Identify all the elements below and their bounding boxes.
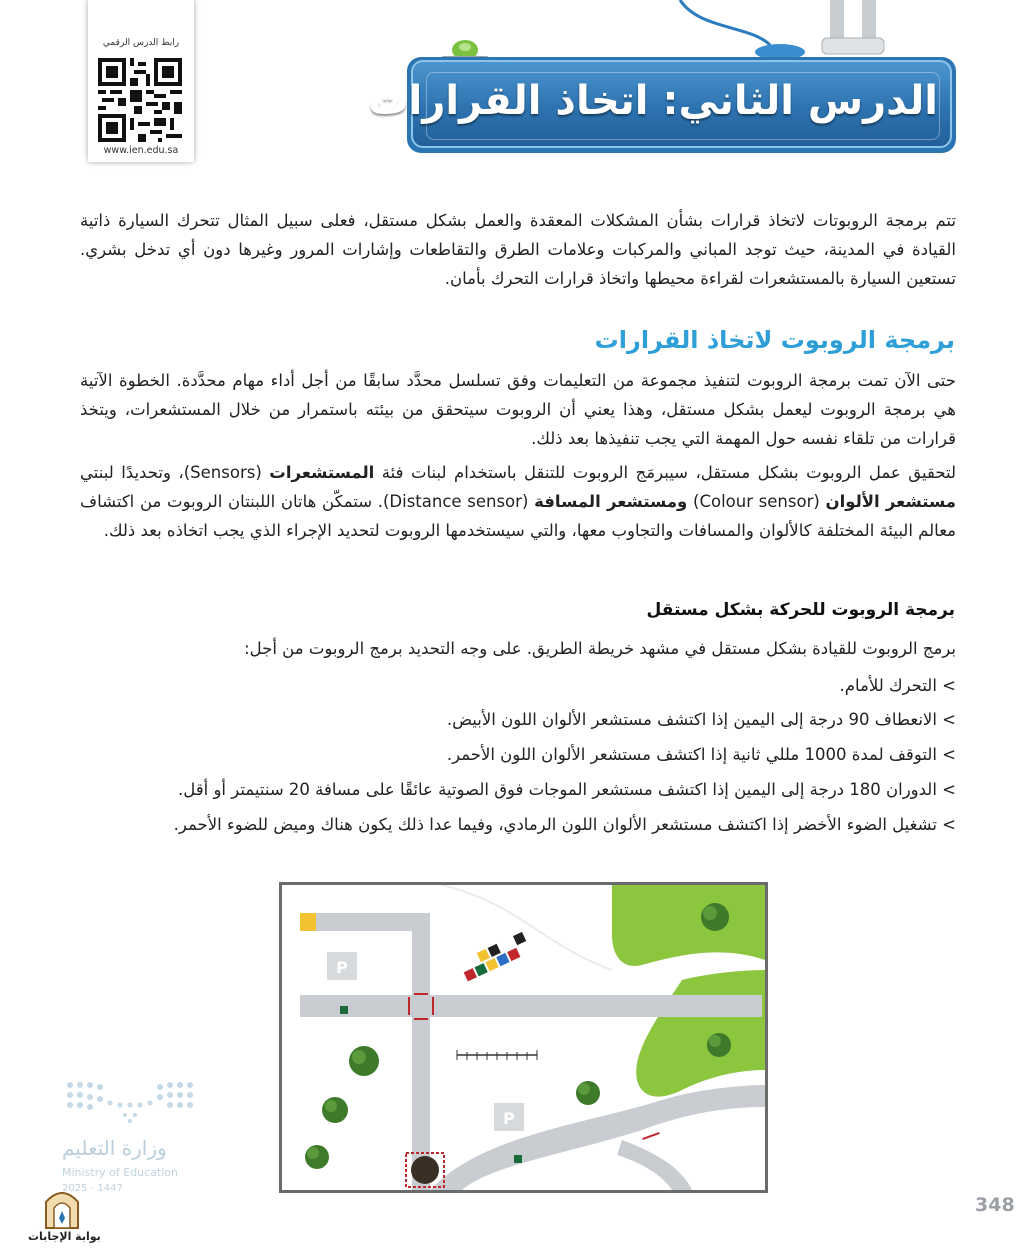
tree-icon (701, 903, 729, 931)
road-map-svg (282, 885, 765, 1190)
robot-icon (411, 1156, 439, 1184)
road (300, 913, 430, 931)
stop-line (414, 1018, 428, 1020)
parking-sign: P (503, 1109, 515, 1128)
list-item: > الدوران 180 درجة إلى اليمين إذا اكتشف مستشعر الموجات فوق الصوتية عائقًا على مسافة 20 سنتيمتر أو أقل. (178, 780, 956, 799)
parking-marker (340, 1006, 348, 1014)
stop-line (414, 993, 428, 995)
section-paragraph-1: حتى الآن تمت برمجة الروبوت لتنفيذ مجموعة من التعليمات وفق تسلسل محدَّد سابقًا من أجل أداء مهام محدَّدة. الخطوة الآتية هي برمجة الروبوت ليعمل بشكل مستقل، وهذا يعني أن الروبوت سيتحقق من بيئته باستمرار من خلال المستشعرات، ويتخذ قرارات من تلقاء نفسه حول المهمة التي يجب تنفيذها بعد ذلك. (80, 371, 956, 448)
intro-paragraph: تتم برمجة الروبوتات لاتخاذ قرارات بشأن المشكلات المعقدة والعمل بشكل مستقل، فعلى سبيل المثال تتحرك السيارة ذاتية القيادة في المدينة، حيث توجد المباني والمركبات وعلامات الطرق والتقاطعات وإشارات المرور وغيرها دون أي تدخل بشري. تستعين السيارة بالمستشعرات لقراءة محيطها واتخاذ قرارات التحرك بأمان. (80, 211, 956, 288)
ministry-logo-icon (60, 1075, 200, 1130)
list-item: > الانعطاف 90 درجة إلى اليمين إذا اكتشف مستشعر الألوان اللون الأبيض. (446, 710, 956, 729)
tree-icon (349, 1046, 379, 1076)
car-icon (300, 913, 316, 931)
subsection-intro: برمج الروبوت للقيادة بشكل مستقل في مشهد خريطة الطريق. على وجه التحديد برمج الروبوت من أجل: (244, 639, 956, 658)
tree-icon (305, 1145, 329, 1169)
section-heading: برمجة الروبوت لاتخاذ القرارات (594, 326, 955, 354)
tree-icon (707, 1033, 731, 1057)
sensors-term: المستشعرات (269, 463, 375, 482)
gate-label: بوابة الإجابات (28, 1230, 101, 1243)
lesson-title: الدرس الثاني: اتخاذ القرارات (368, 78, 938, 124)
page-number: 348 (975, 1194, 1015, 1216)
qr-card[interactable] (88, 0, 194, 162)
qr-url[interactable]: www.ien.edu.sa (103, 145, 179, 156)
subsection-heading: برمجة الروبوت للحركة بشكل مستقل (646, 600, 955, 620)
grass-area (612, 885, 765, 966)
distance-sensor-term: ومستشعر المسافة (534, 492, 688, 511)
parking-marker (514, 1155, 522, 1163)
gate-logo-icon (42, 1184, 82, 1230)
ministry-name-en: Ministry of Education (62, 1166, 179, 1179)
list-item: > التحرك للأمام. (839, 676, 956, 695)
qr-code-icon[interactable] (98, 58, 182, 142)
parking-sign: P (336, 958, 348, 977)
tree-icon (576, 1081, 600, 1105)
colour-sensor-term: مستشعر الألوان (825, 492, 956, 511)
road (300, 995, 762, 1017)
stop-line (432, 997, 434, 1015)
road-map-illustration (279, 882, 768, 1193)
section-paragraph-2: لتحقيق عمل الروبوت بشكل مستقل، سيبرمَج الروبوت للتنقل باستخدام لبنات فئة المستشعرات (Sensors)، وتحديدًا لبنتي مستشعر الألوان (Colour sensor) ومستشعر المسافة (Distance sensor). ستمكّن هاتان اللبنتان الروبوت من اكتشاف معالم البيئة المختلفة كالألوان والمسافات والتجاوب معها، والتي سيستخدمها الروبوت لتحديد الإجراء الذي يجب اتخاذه بعد ذلك. (80, 463, 956, 540)
tree-icon (322, 1097, 348, 1123)
ministry-year: 2025 - 1447 (62, 1183, 123, 1194)
list-item: > التوقف لمدة 1000 مللي ثانية إذا اكتشف مستشعر الألوان اللون الأحمر. (446, 745, 956, 764)
ministry-name-ar: وزارة التعليم (62, 1136, 167, 1160)
list-item: > تشغيل الضوء الأخضر إذا اكتشف مستشعر الألوان اللون الرمادي، وفيما عدا ذلك يكون هناك وميض للضوء الأحمر. (173, 815, 956, 834)
qr-label: رابط الدرس الرقمي (102, 38, 180, 48)
stop-line (408, 997, 410, 1015)
road (412, 913, 430, 1190)
